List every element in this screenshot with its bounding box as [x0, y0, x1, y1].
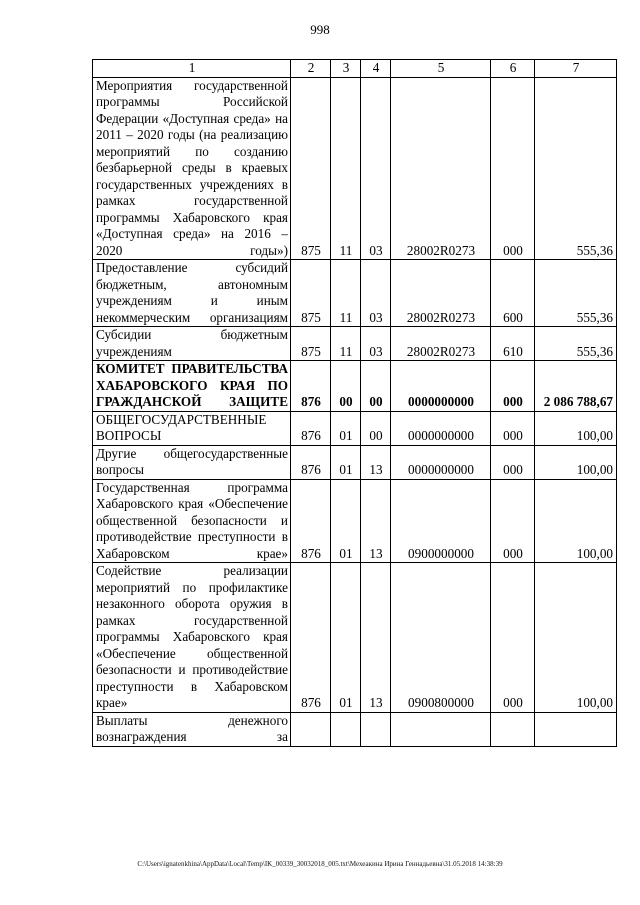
table-row	[93, 445, 617, 479]
section-code: 01	[331, 563, 361, 713]
target-article-code: 0000000000	[391, 361, 491, 412]
expense-type-code: 000	[491, 479, 535, 563]
budget-table	[92, 59, 617, 747]
target-article-code: 0000000000	[391, 445, 491, 479]
row-name: Предоставление субсидий бюджетным, автономным учреждениям и иным некоммерческим организациям	[93, 260, 291, 327]
subsection-code: 00	[361, 361, 391, 412]
page-number: 998	[310, 22, 330, 37]
ministry-code: 875	[291, 260, 331, 327]
table-row	[93, 361, 617, 412]
amount: 2 086 788,67	[535, 361, 617, 412]
row-name: Другие общегосударственные вопросы	[93, 445, 291, 479]
table-row	[93, 77, 617, 260]
amount: 555,36	[535, 260, 617, 327]
column-header: 4	[361, 60, 391, 78]
target-article-code: 0900800000	[391, 563, 491, 713]
table-row	[93, 327, 617, 361]
subsection-code: 03	[361, 327, 391, 361]
ministry-code: 876	[291, 411, 331, 445]
section-code: 00	[331, 361, 361, 412]
target-article-code	[391, 712, 491, 746]
subsection-code: 00	[361, 411, 391, 445]
column-header: 1	[93, 60, 291, 78]
ministry-code: 875	[291, 327, 331, 361]
row-name: ОБЩЕГОСУДАРСТВЕННЫЕ ВОПРОСЫ	[93, 411, 291, 445]
table-header-row	[93, 60, 617, 78]
column-header: 7	[535, 60, 617, 78]
expense-type-code: 000	[491, 361, 535, 412]
expense-type-code: 000	[491, 445, 535, 479]
ministry-code: 876	[291, 445, 331, 479]
subsection-code: 13	[361, 479, 391, 563]
ministry-code: 876	[291, 361, 331, 412]
expense-type-code: 610	[491, 327, 535, 361]
ministry-code: 876	[291, 563, 331, 713]
subsection-code: 03	[361, 260, 391, 327]
column-header: 3	[331, 60, 361, 78]
amount: 100,00	[535, 411, 617, 445]
target-article-code: 0900000000	[391, 479, 491, 563]
amount: 100,00	[535, 445, 617, 479]
subsection-code	[361, 712, 391, 746]
row-name: Государственная программа Хабаровского края «Обеспечение общественной безопасности и противодействие преступности в Хабаровском крае»	[93, 479, 291, 563]
expense-type-code: 000	[491, 411, 535, 445]
amount: 100,00	[535, 479, 617, 563]
ministry-code: 875	[291, 77, 331, 260]
section-code: 11	[331, 327, 361, 361]
subsection-code: 13	[361, 445, 391, 479]
table-row	[93, 260, 617, 327]
row-name: Выплаты денежного вознаграждения за	[93, 712, 291, 746]
section-code	[331, 712, 361, 746]
table-row	[93, 479, 617, 563]
amount: 555,36	[535, 77, 617, 260]
table-row	[93, 411, 617, 445]
column-header: 6	[491, 60, 535, 78]
target-article-code: 28002R0273	[391, 260, 491, 327]
amount: 555,36	[535, 327, 617, 361]
subsection-code: 03	[361, 77, 391, 260]
column-header: 5	[391, 60, 491, 78]
target-article-code: 0000000000	[391, 411, 491, 445]
row-name: Содействие реализации мероприятий по профилактике незаконного оборота оружия в рамках государственной программы Хабаровского края «Обеспечение общественной безопасности и противодействие преступности в Хабаровском крае»	[93, 563, 291, 713]
expense-type-code: 600	[491, 260, 535, 327]
target-article-code: 28002R0273	[391, 77, 491, 260]
target-article-code: 28002R0273	[391, 327, 491, 361]
section-code: 11	[331, 260, 361, 327]
column-header: 2	[291, 60, 331, 78]
section-code: 01	[331, 411, 361, 445]
amount	[535, 712, 617, 746]
table-row	[93, 563, 617, 713]
ministry-code: 876	[291, 479, 331, 563]
section-code: 11	[331, 77, 361, 260]
section-code: 01	[331, 445, 361, 479]
amount: 100,00	[535, 563, 617, 713]
expense-type-code	[491, 712, 535, 746]
row-name: КОМИТЕТ ПРАВИТЕЛЬСТВА ХАБАРОВСКОГО КРАЯ ПО ГРАЖДАНСКОЙ ЗАЩИТЕ	[93, 361, 291, 412]
row-name: Субсидии бюджетным учреждениям	[93, 327, 291, 361]
section-code: 01	[331, 479, 361, 563]
ministry-code	[291, 712, 331, 746]
table-row	[93, 712, 617, 746]
expense-type-code: 000	[491, 563, 535, 713]
subsection-code: 13	[361, 563, 391, 713]
expense-type-code: 000	[491, 77, 535, 260]
row-name: Мероприятия государственной программы Российской Федерации «Доступная среда» на 2011 – 2020 годы (на реализацию мероприятий по созданию безбарьерной среды в краевых государственных учреждениях в рамках государственной программы Хабаровского края «Доступная среда» на 2016 – 2020 годы»)	[93, 77, 291, 260]
file-path-footer: C:\Users\ignatenkhina\AppData\Local\Temp\IK_00339_30032018_005.txt\Мехеакина Ирина Геннадьевна\31.05.2018 14:38:39	[137, 860, 503, 868]
